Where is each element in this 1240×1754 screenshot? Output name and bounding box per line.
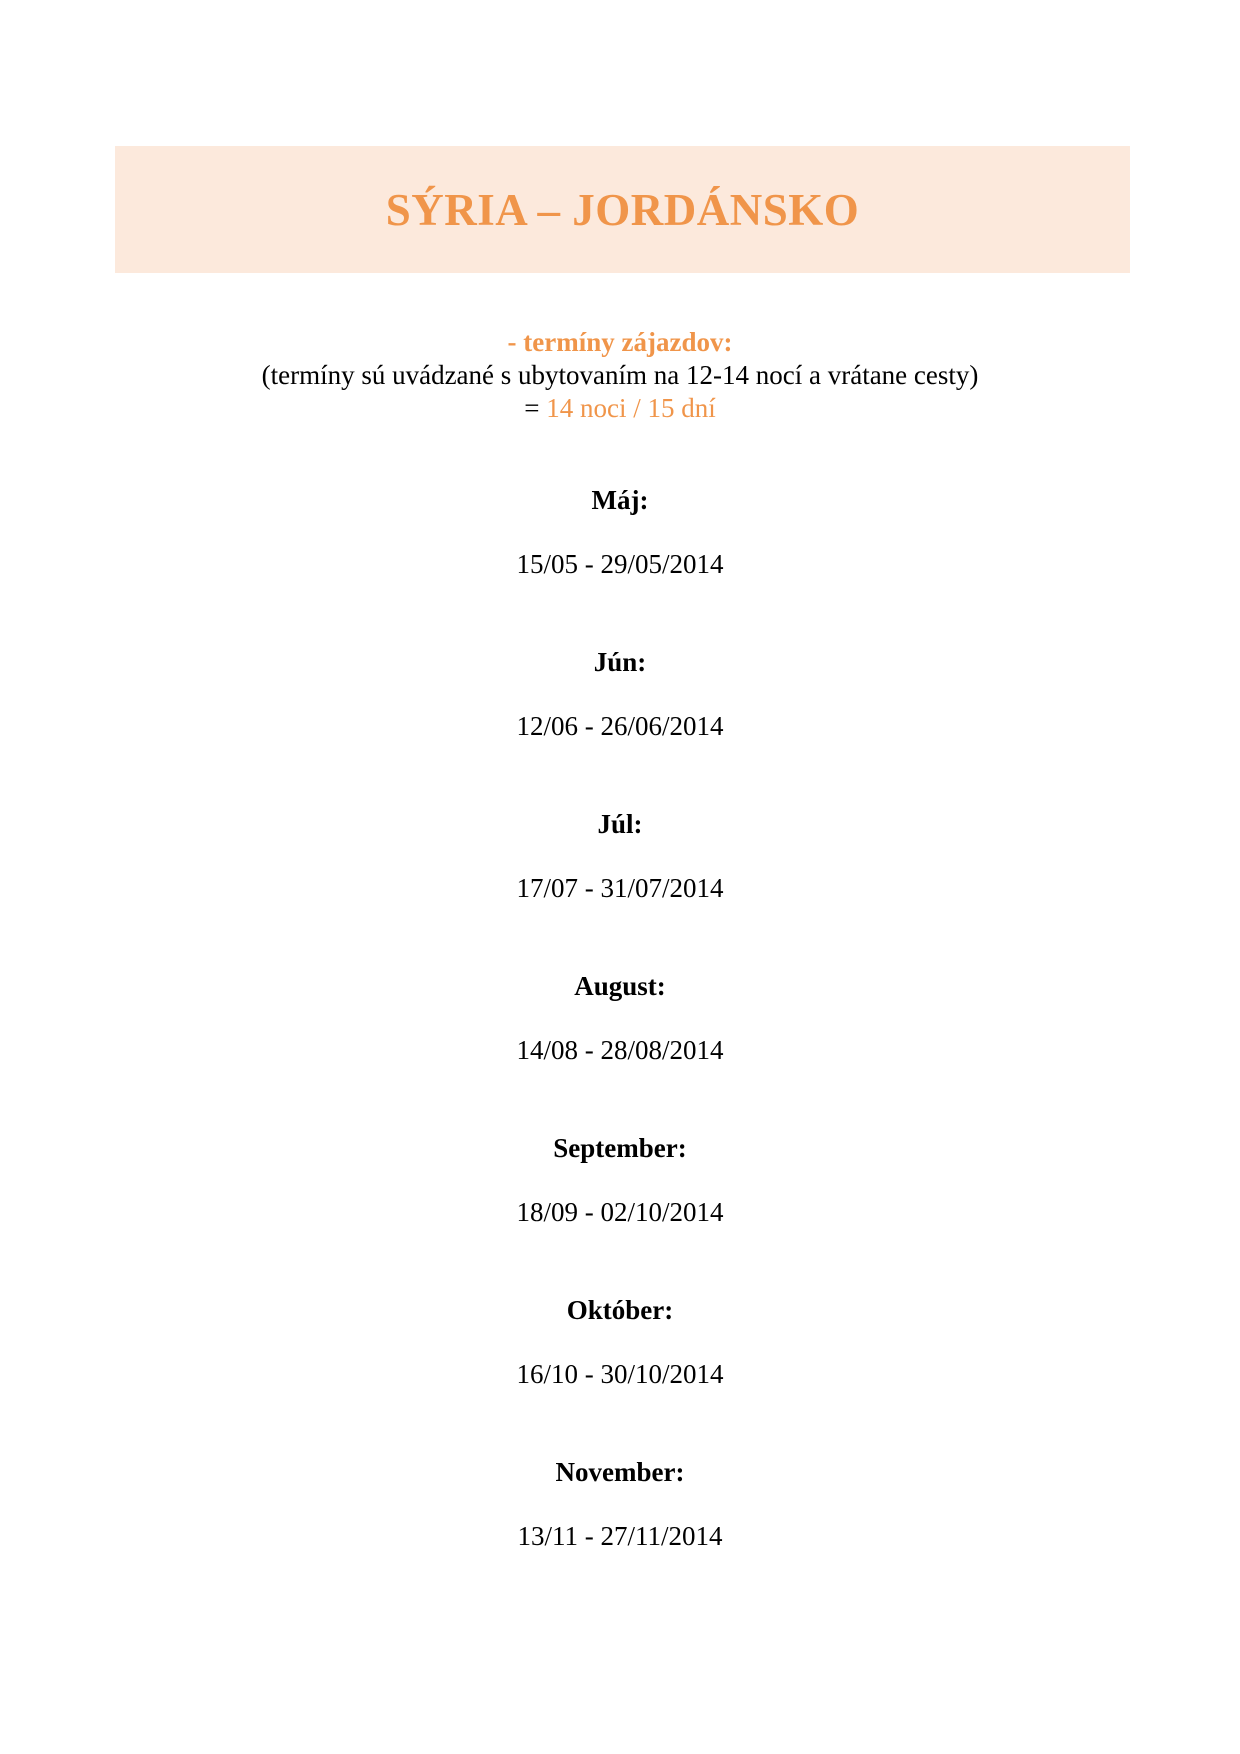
duration-line <box>0 392 1240 425</box>
term-november <box>0 1456 1240 1618</box>
term-dates: 17/07 - 31/07/2014 <box>516 873 724 903</box>
title-banner <box>115 146 1130 273</box>
terms-subheading: - termíny zájazdov: <box>507 327 733 357</box>
term-month: Október: <box>566 1295 674 1325</box>
term-month: Jún: <box>593 647 647 677</box>
term-august <box>0 970 1240 1132</box>
term-dates: 16/10 - 30/10/2014 <box>516 1359 724 1389</box>
term-july <box>0 808 1240 970</box>
term-dates: 12/06 - 26/06/2014 <box>516 711 724 741</box>
term-may <box>0 484 1240 646</box>
page-title: SÝRIA – JORDÁNSKO <box>385 184 860 235</box>
intro-block <box>0 326 1240 425</box>
term-dates: 13/11 - 27/11/2014 <box>517 1521 723 1551</box>
term-october <box>0 1294 1240 1456</box>
duration-prefix: = <box>524 393 547 423</box>
term-month: August: <box>574 971 666 1001</box>
term-month: Júl: <box>597 809 643 839</box>
duration-value: 14 noci / 15 dní <box>546 393 716 423</box>
term-dates: 15/05 - 29/05/2014 <box>516 549 724 579</box>
term-month: September: <box>553 1133 687 1163</box>
term-september <box>0 1132 1240 1294</box>
terms-list <box>0 484 1240 1618</box>
term-dates: 14/08 - 28/08/2014 <box>516 1035 724 1065</box>
terms-note: (termíny sú uvádzané s ubytovaním na 12-14 nocí a vrátane cesty) <box>261 360 979 390</box>
term-dates: 18/09 - 02/10/2014 <box>516 1197 724 1227</box>
term-month: November: <box>555 1457 685 1487</box>
term-june <box>0 646 1240 808</box>
term-month: Máj: <box>591 485 649 515</box>
